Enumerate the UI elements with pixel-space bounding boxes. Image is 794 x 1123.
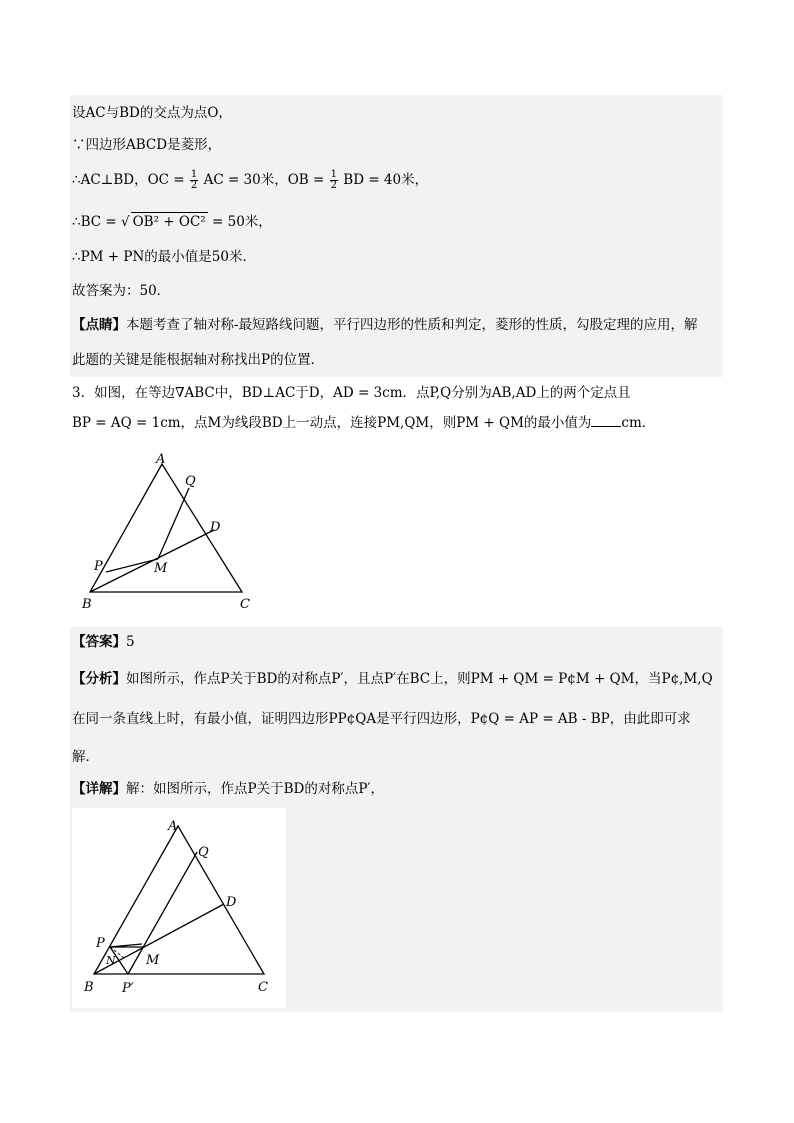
problem-unit: cm．	[621, 415, 656, 431]
comment-line-2: 此题的关键是能根据轴对称找出P的位置．	[72, 352, 325, 368]
figure-1-label-d: D	[210, 520, 221, 535]
answer-line	[72, 633, 722, 651]
fraction-half-2: $\frac{1}{2}$	[330, 169, 337, 191]
solution-line-3a: ∴AC⊥BD，OC =	[72, 172, 185, 188]
solution-line-3c: BD = 40米，	[343, 172, 429, 188]
figure-1-label-b: B	[82, 597, 92, 612]
comment-label: 【点睛】	[72, 317, 126, 333]
analysis-label: 【分析】	[72, 671, 126, 687]
sqrt-expression: OB² + OC²	[132, 214, 206, 230]
figure-1-label-q: Q	[185, 474, 196, 489]
figure-2-label-m: M	[146, 953, 160, 968]
detail-line-1	[72, 780, 722, 798]
figure-2-label-a: A	[168, 819, 178, 834]
solution-line-2: ∵四边形ABCD是菱形，	[72, 137, 222, 153]
figure-2-label-d: D	[226, 895, 237, 910]
analysis-line-3: 解．	[72, 749, 99, 765]
fraction-half-1: $\frac{1}{2}$	[190, 169, 198, 191]
solution-line-4	[72, 212, 722, 231]
problem-line-2	[72, 414, 722, 432]
figure-2-triangle	[72, 808, 286, 1008]
figure-1-triangle	[78, 450, 268, 615]
figure-2-label-p-prime: P′	[122, 981, 134, 996]
answer-blank	[591, 414, 621, 427]
figure-1-label-a: A	[156, 452, 166, 467]
answer-value: 5	[126, 634, 135, 650]
figure-2-label-q: Q	[198, 845, 209, 860]
solution-line-4c: = 50米，	[212, 214, 272, 230]
problem-text-2: BP = AQ = 1cm，点M为线段BD上一动点，连接PM,QM，则PM + QM的最小值为	[72, 415, 592, 431]
comment-text-1: 本题考查了轴对称-最短路线问题，平行四边形的性质和判定，菱形的性质，勾股定理的应用，解	[126, 317, 698, 333]
detail-label: 【详解】	[72, 781, 126, 797]
figure-2-label-n: N	[106, 954, 116, 967]
analysis-text-1: 如图所示，作点P关于BD的对称点P′，且点P′在BC上，则PM + QM = P¢M + QM，当P¢,M,Q	[126, 671, 713, 687]
comment-line-1	[72, 316, 722, 334]
figure-1-label-c: C	[240, 597, 250, 612]
solution-line-4a: ∴BC =	[72, 214, 117, 230]
solution-line-6: 故答案为：50．	[72, 283, 171, 299]
analysis-line-1	[72, 670, 722, 688]
figure-1-label-p: P	[94, 559, 103, 574]
solution-line-1: 设AC与BD的交点为点O，	[72, 105, 232, 121]
solution-line-5: ∴PM + PN的最小值是50米．	[72, 249, 256, 265]
solution-line-3b: AC = 30米，OB =	[203, 172, 325, 188]
problem-line-1: 3．如图，在等边∇ABC中，BD⊥AC于D，AD = 3cm．点P,Q分别为AB,AD上的两个定点且	[72, 385, 631, 401]
analysis-line-2: 在同一条直线上时，有最小值，证明四边形PP¢QA是平行四边形，P¢Q = AP = AB - BP，由此即可求	[72, 711, 691, 727]
figure-2-label-c: C	[258, 980, 268, 995]
solution-line-3	[72, 170, 722, 191]
figure-1-label-m: M	[154, 561, 168, 576]
figure-2-label-p: P	[96, 936, 105, 951]
figure-2-label-b: B	[84, 980, 94, 995]
answer-label: 【答案】	[72, 634, 126, 650]
sqrt-icon: √	[121, 214, 130, 230]
detail-text-1: 解：如图所示，作点P关于BD的对称点P′，	[126, 781, 384, 797]
